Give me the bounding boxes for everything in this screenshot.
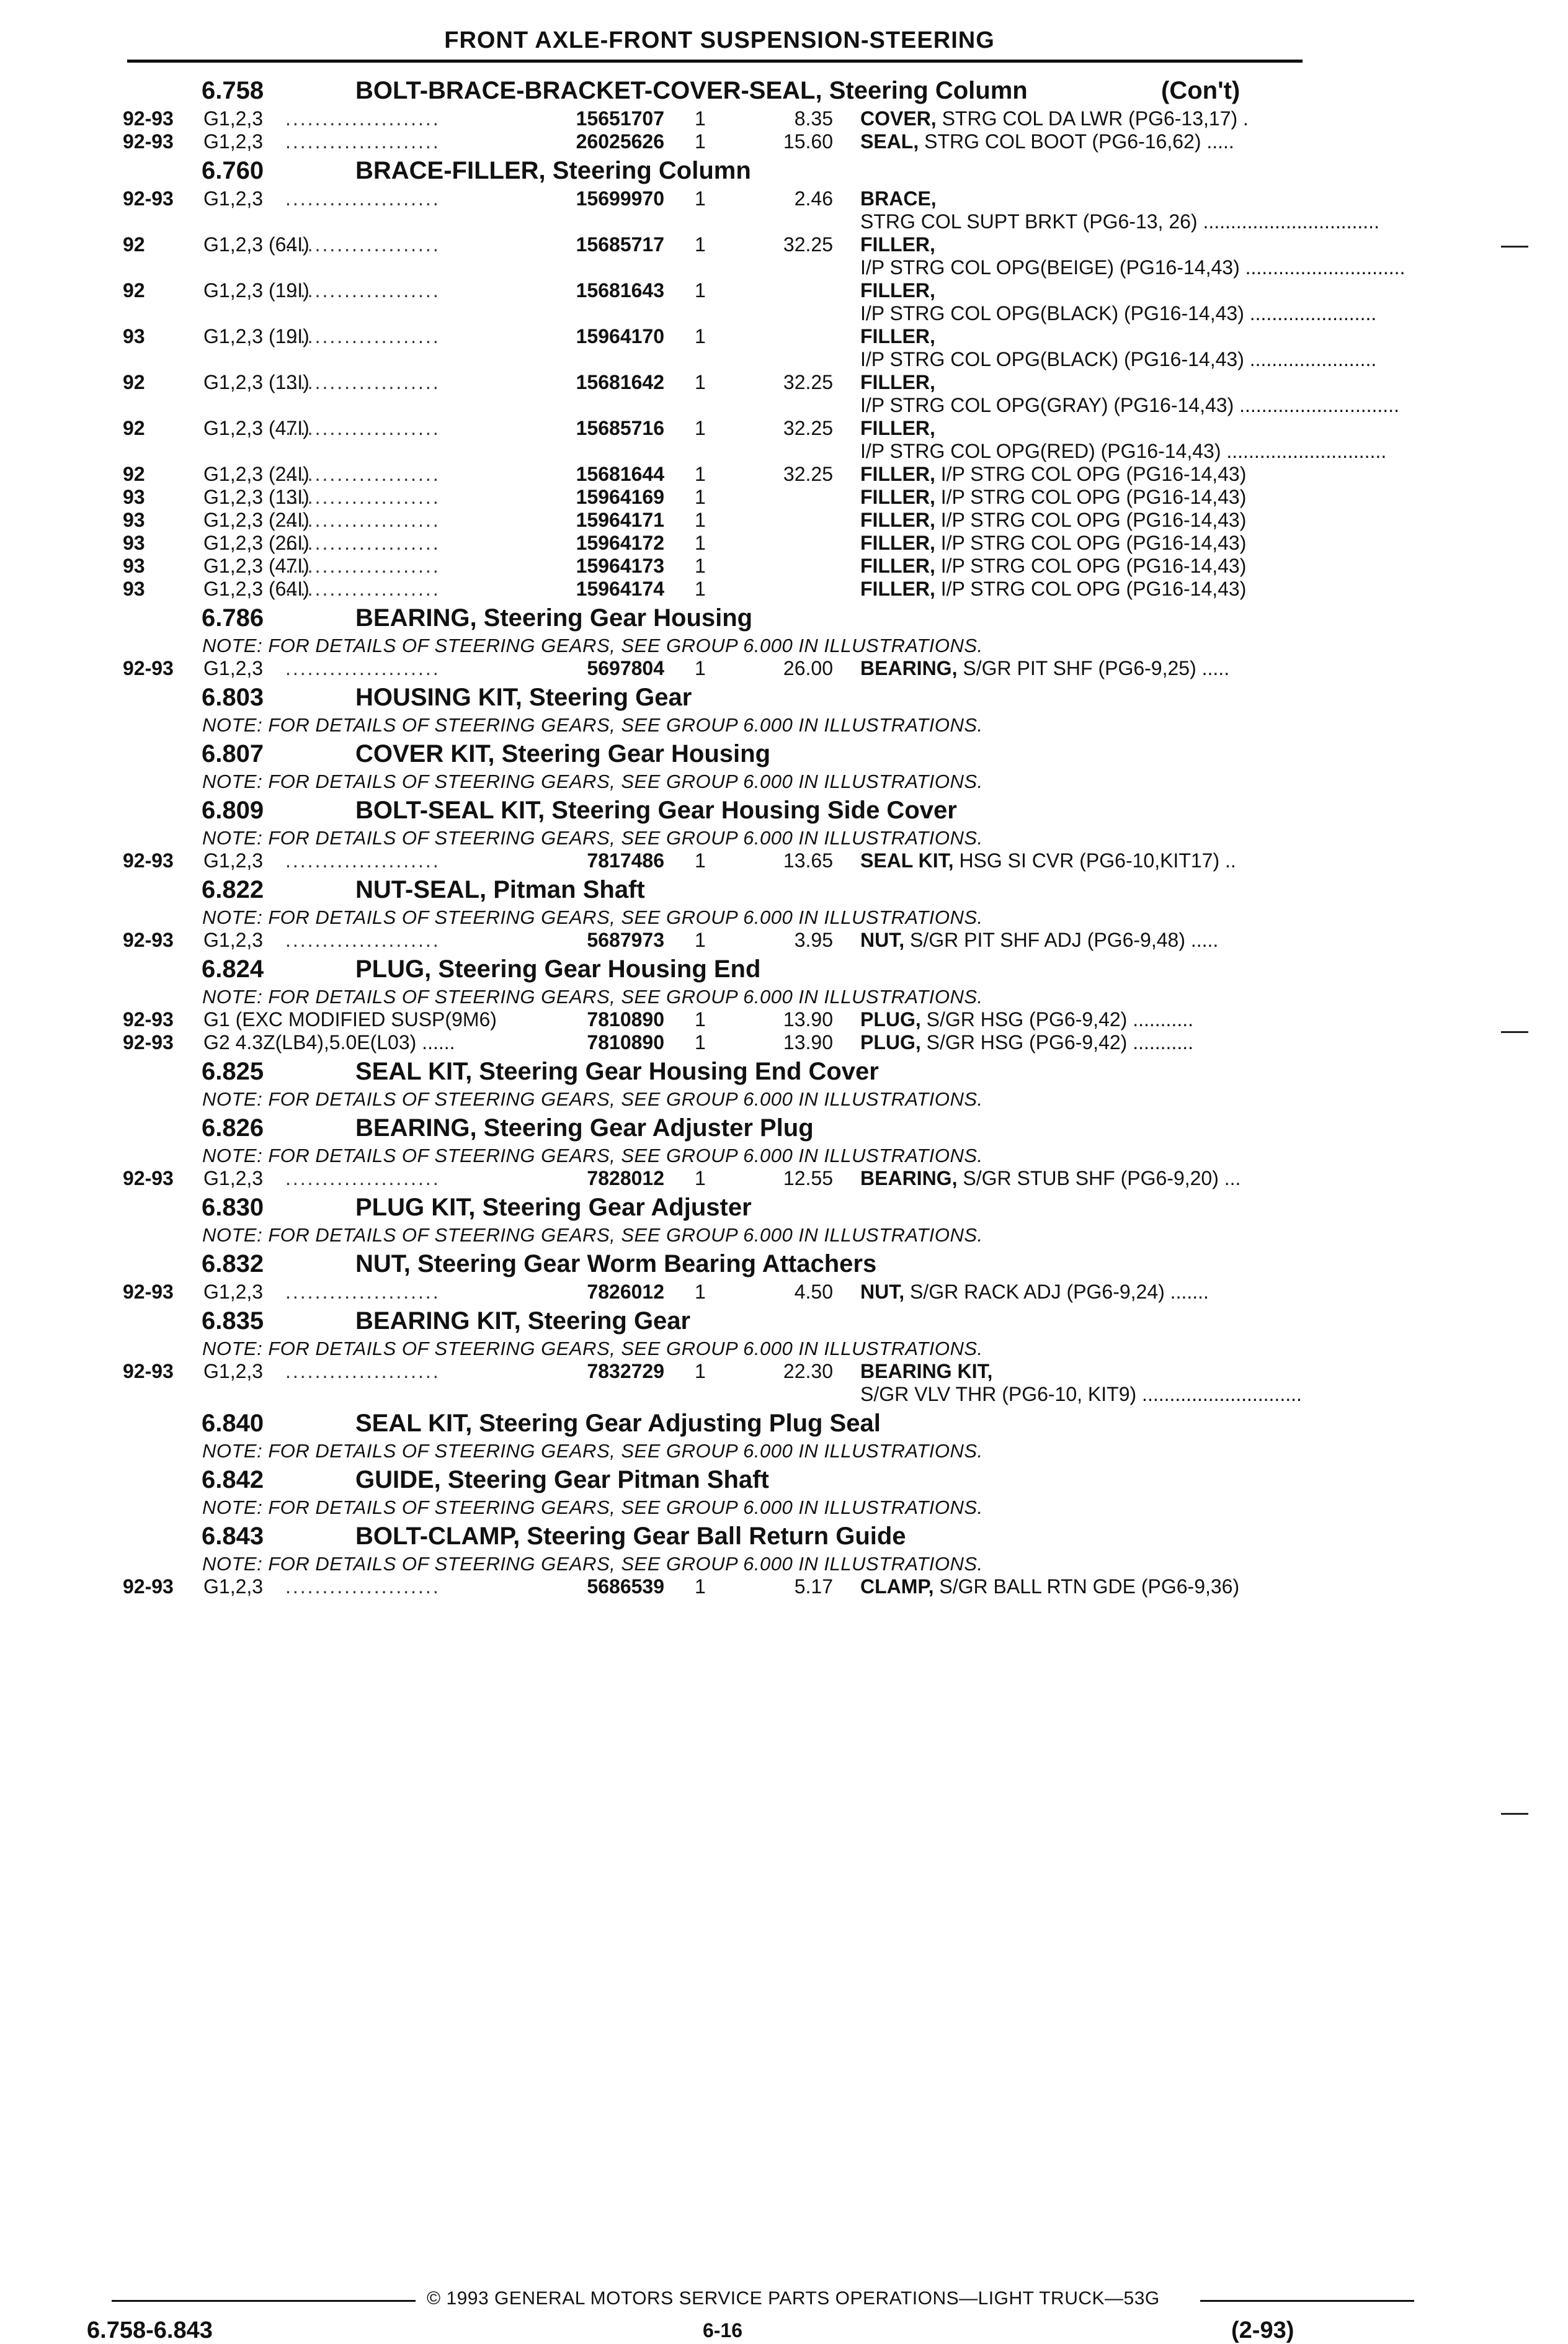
- part-row: [0, 1167, 1568, 1190]
- part-description: [860, 130, 1313, 153]
- model-application: G1,2,3 (47I): [203, 417, 310, 439]
- part-description: [860, 463, 1313, 486]
- list-price: 32.25: [783, 463, 833, 485]
- description-text: S/GR HSG (PG6-9,42) ...........: [920, 1031, 1193, 1053]
- section-heading: [0, 1246, 1568, 1281]
- list-price: 22.30: [783, 1360, 833, 1382]
- model-year: 92-93: [123, 1360, 174, 1382]
- model-application: G1,2,3: [203, 1281, 264, 1303]
- model-application: G1,2,3 (19I): [203, 279, 310, 302]
- model-application: G1,2,3: [203, 1360, 264, 1382]
- leader-dots: .....................: [285, 233, 440, 256]
- part-description: [860, 486, 1313, 509]
- part-description: [860, 532, 1313, 555]
- footer-rule-left: [112, 2300, 416, 2302]
- part-number: 15685717: [576, 233, 664, 256]
- model-application: G1,2,3: [203, 130, 264, 153]
- part-description: [860, 107, 1313, 130]
- description-text: I/P STRG COL OPG (PG16-14,43): [935, 532, 1247, 554]
- leader-dots: .....................: [285, 849, 440, 872]
- section-number: 6.809: [202, 797, 264, 824]
- description-text: I/P STRG COL OPG(BLACK) (PG16-14,43) .......................: [860, 302, 1377, 324]
- model-application: G1,2,3 (24I): [203, 509, 310, 531]
- part-number: 26025626: [576, 130, 664, 153]
- part-row: [0, 509, 1568, 532]
- leader-dots: .....................: [285, 532, 440, 554]
- model-application: G1,2,3: [203, 657, 264, 679]
- part-description: [860, 509, 1313, 532]
- model-year: 92-93: [123, 1281, 174, 1303]
- description-keyword: SEAL KIT,: [860, 849, 954, 872]
- description-keyword: FILLER,: [860, 555, 935, 577]
- part-number: 7817486: [587, 849, 664, 872]
- model-application: G1,2,3: [203, 107, 264, 130]
- description-keyword: FILLER,: [860, 486, 935, 508]
- leader-dots: .....................: [285, 463, 440, 485]
- list-price: 3.95: [794, 929, 833, 951]
- part-row: [0, 325, 1568, 371]
- leader-dots: .....................: [285, 509, 440, 531]
- part-number: 5686539: [587, 1575, 664, 1598]
- description-text: STRG COL DA LWR (PG6-13,17) .: [936, 107, 1249, 130]
- description-text: HSG SI CVR (PG6-10,KIT17) ..: [953, 849, 1236, 872]
- leader-dots: .....................: [285, 371, 440, 393]
- section-note: NOTE: FOR DETAILS OF STEERING GEARS, SEE GROUP 6.000 IN ILLUSTRATIONS.: [202, 1338, 983, 1359]
- description-text: S/GR PIT SHF ADJ (PG6-9,48) .....: [904, 929, 1219, 951]
- part-description: [860, 1031, 1313, 1054]
- model-year: 93: [123, 578, 145, 600]
- section-note: NOTE: FOR DETAILS OF STEERING GEARS, SEE GROUP 6.000 IN ILLUSTRATIONS.: [202, 771, 983, 792]
- section-heading: [0, 1111, 1568, 1145]
- part-number: 15651707: [576, 107, 664, 130]
- model-year: 92: [123, 463, 145, 485]
- footer-copyright: © 1993 GENERAL MOTORS SERVICE PARTS OPERATIONS—LIGHT TRUCK—53G: [427, 2288, 1160, 2309]
- description-keyword: FILLER,: [860, 371, 935, 393]
- quantity: 1: [695, 187, 706, 210]
- quantity: 1: [695, 130, 706, 153]
- part-description: [860, 417, 1387, 463]
- section-number: 6.840: [202, 1410, 264, 1437]
- part-description: [860, 1167, 1313, 1190]
- section-heading: [0, 1190, 1568, 1224]
- section-heading: [0, 1304, 1568, 1338]
- page-header-title: FRONT AXLE-FRONT SUSPENSION-STEERING: [444, 27, 995, 53]
- part-row: [0, 657, 1568, 680]
- description-keyword: FILLER,: [860, 578, 935, 600]
- part-description: [860, 187, 1379, 233]
- model-year: 92-93: [123, 187, 174, 210]
- model-year: 92: [123, 371, 145, 393]
- margin-tick-mark: [1501, 1031, 1528, 1033]
- section-note: NOTE: FOR DETAILS OF STEERING GEARS, SEE GROUP 6.000 IN ILLUSTRATIONS.: [202, 714, 983, 736]
- model-year: 93: [123, 325, 145, 347]
- quantity: 1: [695, 578, 706, 600]
- part-number: 7832729: [587, 1360, 664, 1382]
- leader-dots: .....................: [285, 929, 440, 951]
- part-row: [0, 849, 1568, 872]
- leader-dots: .....................: [285, 130, 440, 153]
- section-title: PLUG KIT, Steering Gear Adjuster: [355, 1194, 752, 1221]
- leader-dots: .....................: [285, 325, 440, 347]
- leader-dots: .....................: [285, 1360, 440, 1382]
- description-keyword: BEARING,: [860, 657, 958, 679]
- part-number: 5687973: [587, 929, 664, 951]
- section-title: COVER KIT, Steering Gear Housing: [355, 740, 771, 767]
- model-application: G1,2,3: [203, 187, 264, 210]
- part-number: 15964172: [576, 532, 664, 554]
- part-row: [0, 187, 1568, 233]
- part-row: [0, 279, 1568, 325]
- model-year: 92: [123, 233, 145, 256]
- part-number: 7828012: [587, 1167, 664, 1189]
- list-price: 26.00: [783, 657, 833, 679]
- part-row: [0, 463, 1568, 486]
- section-heading: [0, 1519, 1568, 1553]
- leader-dots: .....................: [285, 486, 440, 508]
- leader-dots: .....................: [285, 417, 440, 439]
- quantity: 1: [695, 1008, 706, 1031]
- section-number: 6.760: [202, 157, 264, 184]
- model-application: G1,2,3: [203, 1575, 264, 1598]
- section-note: NOTE: FOR DETAILS OF STEERING GEARS, SEE GROUP 6.000 IN ILLUSTRATIONS.: [202, 1496, 983, 1518]
- description-text: STRG COL BOOT (PG6-16,62) .....: [919, 130, 1234, 153]
- description-keyword: COVER,: [860, 107, 937, 130]
- footer-section-range: 6.758-6.843: [87, 2317, 213, 2343]
- margin-tick-mark: [1501, 246, 1528, 248]
- section-title: NUT, Steering Gear Worm Bearing Attachers: [355, 1250, 877, 1277]
- model-year: 92-93: [123, 1008, 174, 1031]
- section-heading: [0, 736, 1568, 771]
- list-price: 4.50: [794, 1281, 833, 1303]
- parts-listing: [0, 73, 1568, 1598]
- description-text: S/GR STUB SHF (PG6-9,20) ...: [957, 1167, 1241, 1189]
- model-application: G2 4.3Z(LB4),5.0E(L03) ......: [203, 1031, 455, 1053]
- description-text: STRG COL SUPT BRKT (PG6-13, 26) ................................: [860, 210, 1379, 233]
- description-keyword: PLUG,: [860, 1008, 921, 1031]
- section-heading: [0, 73, 1568, 107]
- part-description: [860, 849, 1313, 872]
- model-year: 92-93: [123, 849, 174, 872]
- section-title: PLUG, Steering Gear Housing End: [355, 955, 761, 983]
- section-heading: [0, 680, 1568, 714]
- description-text: S/GR BALL RTN GDE (PG6-9,36): [933, 1575, 1240, 1598]
- part-description: [860, 1360, 1313, 1406]
- section-note: NOTE: FOR DETAILS OF STEERING GEARS, SEE GROUP 6.000 IN ILLUSTRATIONS.: [202, 827, 983, 849]
- section-note: NOTE: FOR DETAILS OF STEERING GEARS, SEE GROUP 6.000 IN ILLUSTRATIONS.: [202, 1088, 983, 1110]
- part-row: [0, 1008, 1568, 1031]
- section-title: BOLT-SEAL KIT, Steering Gear Housing Side Cover: [355, 797, 957, 824]
- margin-tick-mark: [1501, 1813, 1528, 1815]
- description-text: S/GR HSG (PG6-9,42) ...........: [920, 1008, 1193, 1031]
- model-year: 92-93: [123, 1167, 174, 1189]
- part-number: 15681642: [576, 371, 664, 393]
- list-price: 32.25: [783, 233, 833, 256]
- section-heading: [0, 1406, 1568, 1440]
- quantity: 1: [695, 417, 706, 439]
- description-keyword: BEARING KIT,: [860, 1360, 993, 1382]
- quantity: 1: [695, 849, 706, 872]
- part-description: [860, 279, 1377, 325]
- part-number: 15964173: [576, 555, 664, 577]
- section-title: BEARING, Steering Gear Housing: [355, 604, 753, 632]
- section-heading: [0, 601, 1568, 635]
- model-application: G1 (EXC MODIFIED SUSP(9M6): [203, 1008, 497, 1031]
- section-note: NOTE: FOR DETAILS OF STEERING GEARS, SEE GROUP 6.000 IN ILLUSTRATIONS.: [202, 1145, 983, 1166]
- section-note: NOTE: FOR DETAILS OF STEERING GEARS, SEE GROUP 6.000 IN ILLUSTRATIONS.: [202, 635, 983, 656]
- model-application: G1,2,3 (24I): [203, 463, 310, 485]
- part-description: [860, 657, 1313, 680]
- model-year: 92-93: [123, 1031, 174, 1053]
- part-row: [0, 107, 1568, 130]
- list-price: 32.25: [783, 371, 833, 393]
- section-title: NUT-SEAL, Pitman Shaft: [355, 876, 645, 903]
- model-application: G1,2,3 (64I): [203, 233, 310, 256]
- description-text: I/P STRG COL OPG(BLACK) (PG16-14,43) .......................: [860, 348, 1377, 370]
- part-description: [860, 929, 1313, 952]
- part-description: [860, 555, 1313, 578]
- quantity: 1: [695, 1167, 706, 1189]
- leader-dots: .....................: [285, 279, 440, 302]
- quantity: 1: [695, 371, 706, 393]
- model-application: G1,2,3: [203, 849, 264, 872]
- model-year: 92: [123, 279, 145, 302]
- footer-revision-date: (2-93): [1231, 2317, 1294, 2343]
- description-keyword: FILLER,: [860, 463, 935, 485]
- section-number: 6.835: [202, 1307, 264, 1335]
- section-heading: [0, 1054, 1568, 1088]
- model-application: G1,2,3 (13I): [203, 486, 310, 508]
- section-title: BOLT-CLAMP, Steering Gear Ball Return Guide: [355, 1523, 906, 1550]
- description-keyword: BRACE,: [860, 187, 937, 210]
- quantity: 1: [695, 657, 706, 679]
- part-row: [0, 555, 1568, 578]
- model-application: G1,2,3: [203, 1167, 264, 1189]
- part-row: [0, 1031, 1568, 1054]
- quantity: 1: [695, 509, 706, 531]
- section-number: 6.832: [202, 1250, 264, 1277]
- model-application: G1,2,3 (19I): [203, 325, 310, 347]
- part-row: [0, 1281, 1568, 1304]
- list-price: 2.46: [794, 187, 833, 210]
- description-keyword: PLUG,: [860, 1031, 921, 1053]
- section-number: 6.824: [202, 955, 264, 983]
- list-price: 8.35: [794, 107, 833, 130]
- section-note: NOTE: FOR DETAILS OF STEERING GEARS, SEE GROUP 6.000 IN ILLUSTRATIONS.: [202, 906, 983, 928]
- section-number: 6.786: [202, 604, 264, 632]
- section-number: 6.822: [202, 876, 264, 903]
- quantity: 1: [695, 107, 706, 130]
- model-year: 92-93: [123, 130, 174, 153]
- section-number: 6.803: [202, 684, 264, 711]
- description-text: S/GR VLV THR (PG6-10, KIT9) .............................: [860, 1383, 1302, 1405]
- part-description: [860, 1281, 1313, 1304]
- section-heading: [0, 1462, 1568, 1496]
- quantity: 1: [695, 1281, 706, 1303]
- footer-rule-right: [1200, 2300, 1414, 2302]
- model-application: G1,2,3 (64I): [203, 578, 310, 600]
- description-text: S/GR RACK ADJ (PG6-9,24) .......: [904, 1281, 1209, 1303]
- part-number: 15685716: [576, 417, 664, 439]
- part-number: 15964169: [576, 486, 664, 508]
- description-keyword: SEAL,: [860, 130, 919, 153]
- list-price: 13.90: [783, 1031, 833, 1053]
- model-application: G1,2,3 (47I): [203, 555, 310, 577]
- description-keyword: FILLER,: [860, 325, 935, 347]
- part-number: 15964174: [576, 578, 664, 600]
- description-text: I/P STRG COL OPG(GRAY) (PG16-14,43) .............................: [860, 394, 1399, 416]
- part-number: 5697804: [587, 657, 664, 679]
- description-keyword: BEARING,: [860, 1167, 958, 1189]
- description-keyword: NUT,: [860, 1281, 905, 1303]
- part-description: [860, 325, 1377, 371]
- list-price: 15.60: [783, 130, 833, 153]
- part-row: [0, 233, 1568, 279]
- description-keyword: CLAMP,: [860, 1575, 934, 1598]
- leader-dots: .....................: [285, 578, 440, 600]
- section-title: SEAL KIT, Steering Gear Adjusting Plug Seal: [355, 1410, 881, 1437]
- section-note: NOTE: FOR DETAILS OF STEERING GEARS, SEE GROUP 6.000 IN ILLUSTRATIONS.: [202, 986, 983, 1008]
- model-year: 92-93: [123, 1575, 174, 1598]
- part-number: 15699970: [576, 187, 664, 210]
- model-application: G1,2,3 (26I): [203, 532, 310, 554]
- part-description: [860, 371, 1399, 417]
- model-year: 93: [123, 486, 145, 508]
- model-year: 92: [123, 417, 145, 439]
- section-note: NOTE: FOR DETAILS OF STEERING GEARS, SEE GROUP 6.000 IN ILLUSTRATIONS.: [202, 1440, 983, 1462]
- quantity: 1: [695, 532, 706, 554]
- footer-page-number: 6-16: [703, 2319, 743, 2342]
- section-number: 6.830: [202, 1194, 264, 1221]
- description-text: I/P STRG COL OPG (PG16-14,43): [935, 509, 1247, 531]
- section-number: 6.842: [202, 1466, 264, 1493]
- part-description: [860, 1575, 1313, 1598]
- section-number: 6.807: [202, 740, 264, 767]
- part-number: 15964171: [576, 509, 664, 531]
- quantity: 1: [695, 233, 706, 256]
- section-heading: [0, 153, 1568, 187]
- quantity: 1: [695, 486, 706, 508]
- leader-dots: .....................: [285, 107, 440, 130]
- part-description: [860, 233, 1405, 279]
- section-title: BOLT-BRACE-BRACKET-COVER-SEAL, Steering Column: [355, 77, 1028, 104]
- quantity: 1: [695, 555, 706, 577]
- section-heading: [0, 872, 1568, 906]
- section-heading: [0, 952, 1568, 986]
- part-number: 7826012: [587, 1281, 664, 1303]
- section-title: GUIDE, Steering Gear Pitman Shaft: [355, 1466, 769, 1493]
- quantity: 1: [695, 1360, 706, 1382]
- description-text: I/P STRG COL OPG(RED) (PG16-14,43) .............................: [860, 440, 1387, 462]
- part-row: [0, 1360, 1568, 1406]
- leader-dots: .....................: [285, 555, 440, 577]
- description-text: I/P STRG COL OPG (PG16-14,43): [935, 578, 1247, 600]
- part-description: [860, 1008, 1313, 1031]
- description-keyword: FILLER,: [860, 532, 935, 554]
- list-price: 13.90: [783, 1008, 833, 1031]
- footer-copyright-line: [87, 2288, 1321, 2313]
- leader-dots: .....................: [285, 657, 440, 679]
- model-year: 92-93: [123, 657, 174, 679]
- section-number: 6.758: [202, 77, 264, 104]
- description-keyword: FILLER,: [860, 509, 935, 531]
- part-row: [0, 1575, 1568, 1598]
- section-title: BEARING, Steering Gear Adjuster Plug: [355, 1114, 814, 1142]
- section-number: 6.825: [202, 1058, 264, 1085]
- section-title: SEAL KIT, Steering Gear Housing End Cover: [355, 1058, 879, 1085]
- section-note: NOTE: FOR DETAILS OF STEERING GEARS, SEE GROUP 6.000 IN ILLUSTRATIONS.: [202, 1553, 983, 1575]
- description-keyword: NUT,: [860, 929, 905, 951]
- part-description: [860, 578, 1313, 601]
- description-keyword: FILLER,: [860, 279, 935, 302]
- part-row: [0, 929, 1568, 952]
- part-row: [0, 371, 1568, 417]
- model-application: G1,2,3: [203, 929, 264, 951]
- part-row: [0, 532, 1568, 555]
- part-row: [0, 130, 1568, 153]
- leader-dots: .....................: [285, 187, 440, 210]
- leader-dots: .....................: [285, 1575, 440, 1598]
- part-row: [0, 417, 1568, 463]
- part-number: 15681643: [576, 279, 664, 302]
- model-year: 93: [123, 555, 145, 577]
- description-text: S/GR PIT SHF (PG6-9,25) .....: [957, 657, 1230, 679]
- section-continued: (Con't): [1161, 77, 1241, 104]
- part-number: 15964170: [576, 325, 664, 347]
- model-year: 93: [123, 532, 145, 554]
- list-price: 13.65: [783, 849, 833, 872]
- description-text: I/P STRG COL OPG (PG16-14,43): [935, 555, 1247, 577]
- part-number: 7810890: [587, 1031, 664, 1053]
- quantity: 1: [695, 1575, 706, 1598]
- part-number: 7810890: [587, 1008, 664, 1031]
- section-title: HOUSING KIT, Steering Gear: [355, 684, 692, 711]
- part-number: 15681644: [576, 463, 664, 485]
- model-year: 93: [123, 509, 145, 531]
- description-text: I/P STRG COL OPG(BEIGE) (PG16-14,43) .............................: [860, 256, 1405, 279]
- section-number: 6.843: [202, 1523, 264, 1550]
- part-row: [0, 578, 1568, 601]
- section-note: NOTE: FOR DETAILS OF STEERING GEARS, SEE GROUP 6.000 IN ILLUSTRATIONS.: [202, 1224, 983, 1246]
- quantity: 1: [695, 929, 706, 951]
- section-number: 6.826: [202, 1114, 264, 1142]
- list-price: 5.17: [794, 1575, 833, 1598]
- description-keyword: FILLER,: [860, 417, 935, 439]
- quantity: 1: [695, 463, 706, 485]
- section-heading: [0, 793, 1568, 827]
- leader-dots: .....................: [285, 1281, 440, 1303]
- part-row: [0, 486, 1568, 509]
- quantity: 1: [695, 325, 706, 347]
- leader-dots: .....................: [285, 1167, 440, 1189]
- description-text: I/P STRG COL OPG (PG16-14,43): [935, 463, 1247, 485]
- quantity: 1: [695, 1031, 706, 1053]
- description-text: I/P STRG COL OPG (PG16-14,43): [935, 486, 1247, 508]
- model-year: 92-93: [123, 929, 174, 951]
- list-price: 12.55: [783, 1167, 833, 1189]
- section-title: BRACE-FILLER, Steering Column: [355, 157, 751, 184]
- description-keyword: FILLER,: [860, 233, 935, 256]
- header-rule: [127, 60, 1303, 63]
- model-application: G1,2,3 (13I): [203, 371, 310, 393]
- list-price: 32.25: [783, 417, 833, 439]
- quantity: 1: [695, 279, 706, 302]
- section-title: BEARING KIT, Steering Gear: [355, 1307, 691, 1335]
- model-year: 92-93: [123, 107, 174, 130]
